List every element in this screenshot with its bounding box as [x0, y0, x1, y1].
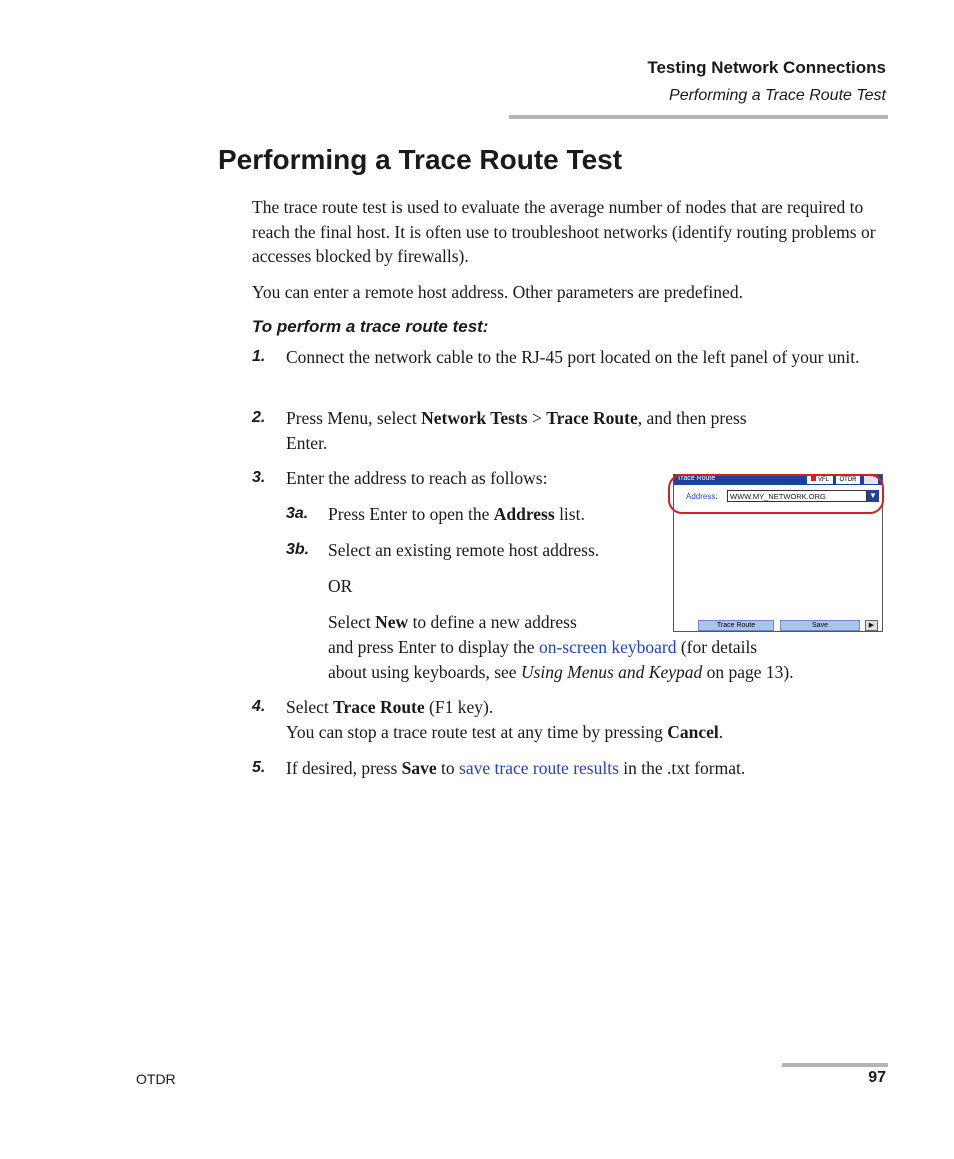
- intro-paragraph-2: You can enter a remote host address. Other parameters are predefined.: [252, 282, 743, 302]
- screenshot-title: Trace Route: [677, 475, 716, 482]
- step-number: 3b.: [286, 541, 310, 558]
- or-text: OR: [328, 576, 353, 596]
- step-4-text-2: You can stop a trace route test at any time by pressing Cancel.: [286, 722, 724, 742]
- step-number: 3a.: [286, 505, 309, 522]
- new-address-text-3: about using keyboards, see Using Menus and Keypad on page 13).: [328, 662, 794, 682]
- next-arrow-icon[interactable]: ▶: [865, 620, 878, 631]
- address-input[interactable]: WWW.MY_NETWORK.ORG: [727, 490, 867, 502]
- step-number: 2.: [252, 409, 266, 426]
- step-number: 4.: [252, 698, 266, 715]
- step-number: 3.: [252, 469, 266, 486]
- address-label: Address:: [686, 492, 718, 501]
- step-number: 1.: [252, 348, 266, 365]
- otdr-indicator: OTDR: [836, 476, 860, 484]
- save-results-link[interactable]: save trace route results: [459, 758, 619, 778]
- step-2-text: Press Menu, select Network Tests > Trace Route, and then press: [286, 408, 747, 428]
- step-3b-text: Select an existing remote host address.: [328, 540, 600, 560]
- intro-paragraph: The trace route test is used to evaluate the average number of nodes that are required to reach the final host. It is often use to troubleshoot networks (identify routing problems or accesses blocked by firewalls).: [252, 197, 876, 266]
- new-address-text: Select New to define a new address: [328, 612, 577, 632]
- step-3a-text: Press Enter to open the Address list.: [328, 504, 585, 524]
- page-number: 97: [868, 1069, 886, 1086]
- trace-route-button[interactable]: Trace Route: [698, 620, 774, 631]
- header-rule: [509, 115, 888, 119]
- chevron-down-icon[interactable]: ▼: [867, 490, 879, 502]
- step-2-text-cont: Enter.: [286, 433, 328, 453]
- save-button[interactable]: Save: [780, 620, 860, 631]
- step-5-text: If desired, press Save to save trace route results in the .txt format.: [286, 758, 746, 778]
- footer-rule: [782, 1063, 888, 1067]
- on-screen-keyboard-link[interactable]: on-screen keyboard: [538, 637, 677, 657]
- new-address-text-2: and press Enter to display the on-screen keyboard (for details: [328, 637, 758, 657]
- running-header-section: Performing a Trace Route Test: [669, 87, 886, 104]
- step-4-text: Select Trace Route (F1 key).: [286, 697, 494, 717]
- vfl-indicator: VFL: [807, 476, 833, 484]
- procedure-title: To perform a trace route test:: [252, 317, 489, 336]
- highlight-oval: [668, 474, 884, 514]
- step-number: 5.: [252, 759, 266, 776]
- footer-product: OTDR: [136, 1071, 176, 1087]
- page-title: Performing a Trace Route Test: [218, 144, 623, 175]
- step-3-text: Enter the address to reach as follows:: [286, 468, 548, 488]
- step-1-text: Connect the network cable to the RJ-45 port located on the left panel of your unit.: [286, 347, 860, 367]
- running-header-chapter: Testing Network Connections: [647, 58, 886, 77]
